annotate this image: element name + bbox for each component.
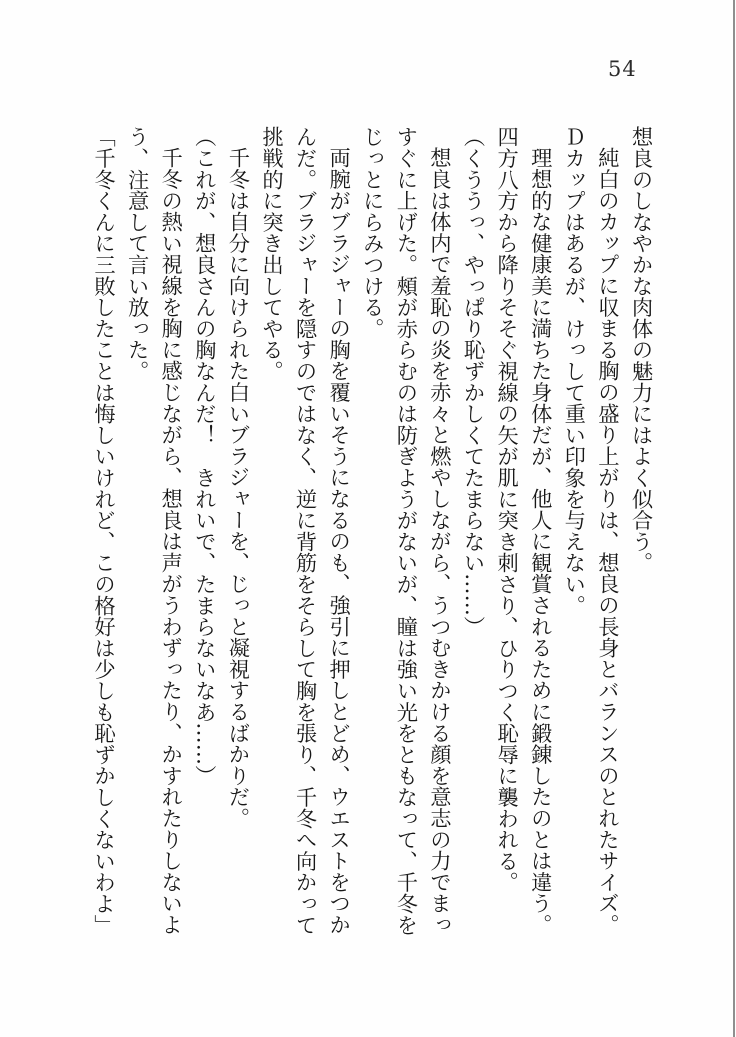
paragraph: 千冬の熱い視線を胸に感じながら、想良は声がうわずったり、かすれたりしないよう、注意して言い放った。: [124, 126, 183, 936]
scan-edge-line: [733, 0, 735, 1037]
paragraph: 両腕がブラジャーの胸を覆いそうになるのも、強引に押しとどめ、ウエストをつかんだ。ブラジャーを隠すのではなく、逆に背筋をそらして胸を張り、千冬へ向かって挑戦的に突き出してやる。: [258, 126, 351, 936]
paragraph: （これが、想良さんの胸なんだ！ きれいで、たまらないなあ……）: [191, 126, 217, 787]
paragraph: 想良のしなやかな肉体の魅力にはよく似合う。: [628, 126, 653, 574]
paragraph: 千冬は自分に向けられた白いブラジャーを、じっと凝視するばかりだ。: [224, 147, 250, 829]
paragraph: （くううっ、やっぱり恥ずかしくてたまらない……）: [460, 126, 486, 638]
paragraph: 純白のカップに収まる胸の盛り上がりは、想良の長身とバランスのとれたサイズ。Ｄカップはあるが、けっして重い印象を与えない。: [560, 126, 620, 936]
paragraph: 想良は体内で羞恥の炎を赤々と燃やしながら、うつむきかける顔を意志の力でまっすぐに上げた。頰が赤らむのは防ぎようがないが、瞳は強い光をともなって、千冬をじっとにらみつける。: [359, 126, 452, 936]
novel-text-block: [86, 126, 657, 938]
page-number: 54: [608, 57, 637, 81]
paragraph: 「千冬くんに三敗したことは悔しいけれど、この格好は少しも恥ずかしくないわよ」: [90, 126, 116, 936]
paragraph: 理想的な健康美に満ちた身体だが、他人に観賞されるために鍛錬したのとは違う。四方八方から降りそそぐ視線の矢が肌に突き刺さり、ひりつく恥辱に襲われる。: [493, 126, 553, 936]
